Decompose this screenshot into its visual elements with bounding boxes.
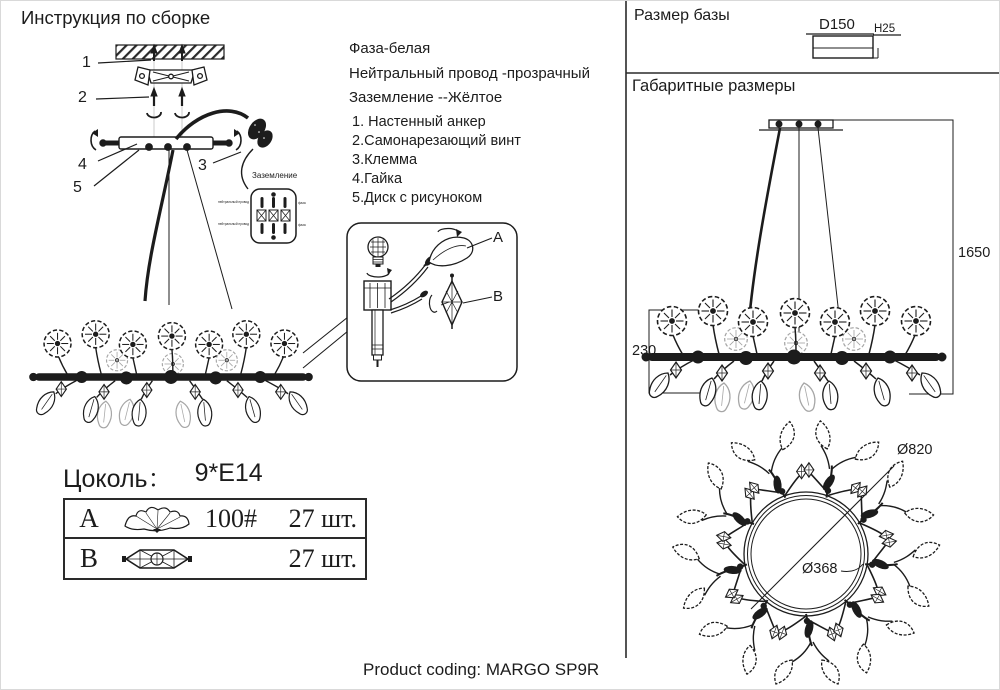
self-tapping-screws	[151, 88, 185, 106]
product-coding: Product coding: MARGO SP9R	[363, 660, 600, 679]
wire-legend-neutral: Нейтральный провод -прозрачный	[349, 64, 590, 82]
chandelier-side-right	[642, 297, 946, 413]
mounting-bar	[91, 129, 241, 150]
parts-list-item: 2.Самонарезающий винт	[352, 133, 521, 149]
body-height-label: 230	[632, 343, 657, 359]
wire-legend-ground: Заземление --Жёлтое	[349, 89, 503, 106]
table-row	[65, 539, 365, 578]
row-spec: 100#	[205, 503, 257, 533]
detail-b-label: B	[493, 288, 504, 305]
wire-to-terminal	[242, 149, 253, 189]
row-qty: 27 шт.	[288, 503, 357, 533]
terminal-phase-label: фаза	[298, 201, 306, 205]
outer-diameter-label: Ø820	[897, 442, 933, 458]
parts-list	[352, 113, 521, 208]
terminal-neutral-label: нейтральный провод	[217, 222, 249, 226]
hooks	[147, 112, 189, 118]
ceiling-hatch	[116, 45, 224, 59]
parts-list-item: 3.Клемма	[352, 152, 418, 168]
flower-a-icon	[109, 504, 205, 534]
ring-diameter-label: Ø368	[802, 561, 838, 577]
drop-height-label: 1650	[958, 245, 991, 261]
terminal-phase-label: фаза	[298, 223, 306, 227]
parts-list-item: 4.Гайка	[352, 171, 403, 187]
parts-list-item: 1. Настенный анкер	[352, 114, 486, 130]
callout-5: 5	[73, 179, 82, 196]
base-diameter-label: D150	[819, 16, 855, 33]
base-size-title: Размер базы	[634, 7, 730, 24]
mounting-bracket	[135, 67, 207, 85]
wire-legend	[349, 37, 590, 111]
callout-4: 4	[78, 156, 87, 173]
socle-value: 9*E14	[194, 459, 263, 487]
detail-a-label: A	[493, 229, 504, 246]
row-key: B	[79, 543, 98, 573]
socle-label: Цоколь：	[63, 465, 173, 493]
overall-dimensions-drawing	[642, 120, 953, 413]
row-key: A	[79, 503, 99, 533]
crystal-b-icon	[109, 547, 205, 571]
right-panel	[626, 1, 1000, 684]
page-title: Инструкция по сборке	[21, 7, 211, 28]
detail-box	[347, 223, 517, 381]
terminal-title: Заземление	[252, 171, 298, 180]
base-size-drawing	[806, 34, 901, 58]
parts-list-item: 5.Диск с рисуноком	[352, 190, 483, 206]
socle-line	[63, 459, 263, 495]
wire-legend-phase: Фаза-белая	[349, 40, 431, 57]
top-view-drawing	[673, 420, 940, 684]
chandelier-side-left	[30, 321, 313, 429]
wire-connector	[245, 116, 275, 150]
terminal-block	[251, 189, 296, 243]
overall-size-title: Габаритные размеры	[632, 77, 796, 95]
terminal-neutral-label: нейтральный провод	[217, 200, 249, 204]
callout-3: 3	[198, 157, 207, 174]
callout-2: 2	[78, 89, 87, 106]
row-qty: 27 шт.	[288, 543, 357, 573]
base-height-label: H25	[874, 23, 896, 35]
lamp-parts-table	[63, 498, 367, 580]
callout-1: 1	[82, 54, 91, 71]
table-row	[65, 500, 365, 539]
